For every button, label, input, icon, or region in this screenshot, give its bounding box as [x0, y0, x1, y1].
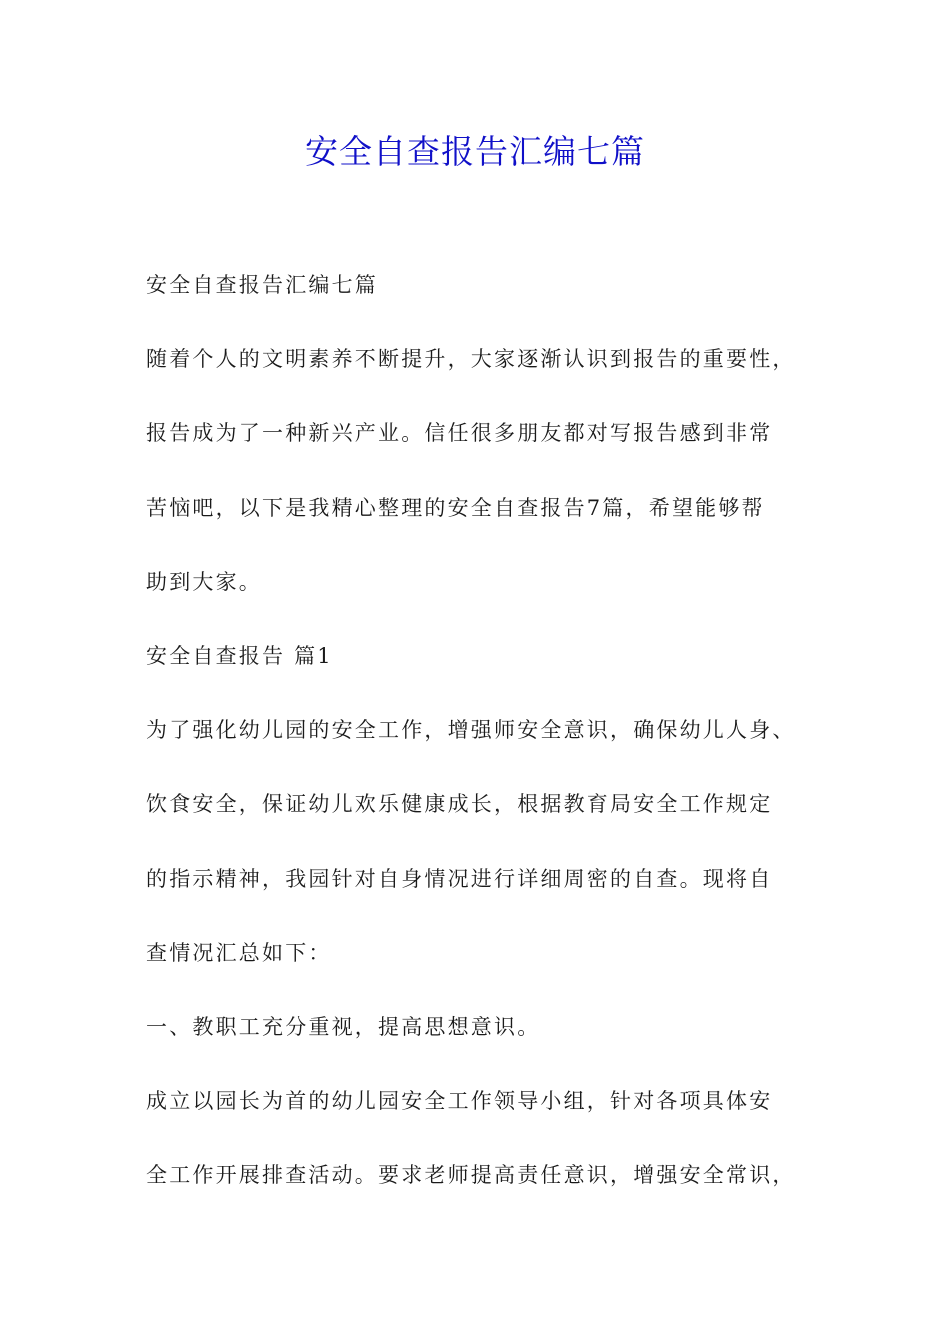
- paragraph-line: 全工作开展排查活动。要求老师提高责任意识，增强安全常识，: [146, 1163, 796, 1188]
- paragraph-line: 成立以园长为首的幼儿园安全工作领导小组，针对各项具体安: [146, 1089, 773, 1114]
- paragraph-line: 饮食安全，保证幼儿欢乐健康成长，根据教育局安全工作规定: [146, 792, 773, 817]
- subtitle-line: 安全自查报告汇编七篇: [146, 273, 378, 297]
- document-body: [146, 262, 816, 1226]
- paragraph-line: 查情况汇总如下：: [146, 940, 332, 965]
- paragraph-line: 为了强化幼儿园的安全工作，增强师安全意识，确保幼儿人身、: [146, 718, 796, 743]
- paragraph-line: 随着个人的文明素养不断提升，大家逐渐认识到报告的重要性，: [146, 347, 796, 372]
- paragraph-line: 苦恼吧，以下是我精心整理的安全自查报告7篇，希望能够帮: [146, 495, 765, 520]
- page-title: 安全自查报告汇编七篇: [305, 132, 645, 171]
- paragraph-line: 助到大家。: [146, 569, 262, 594]
- paragraph-line: 报告成为了一种新兴产业。信任很多朋友都对写报告感到非常: [146, 421, 773, 446]
- subsection-heading: 一、教职工充分重视，提高思想意识。: [146, 1014, 541, 1039]
- section-heading: 安全自查报告 篇1: [146, 643, 333, 668]
- paragraph-line: 的指示精神，我园针对自身情况进行详细周密的自查。现将自: [146, 866, 773, 891]
